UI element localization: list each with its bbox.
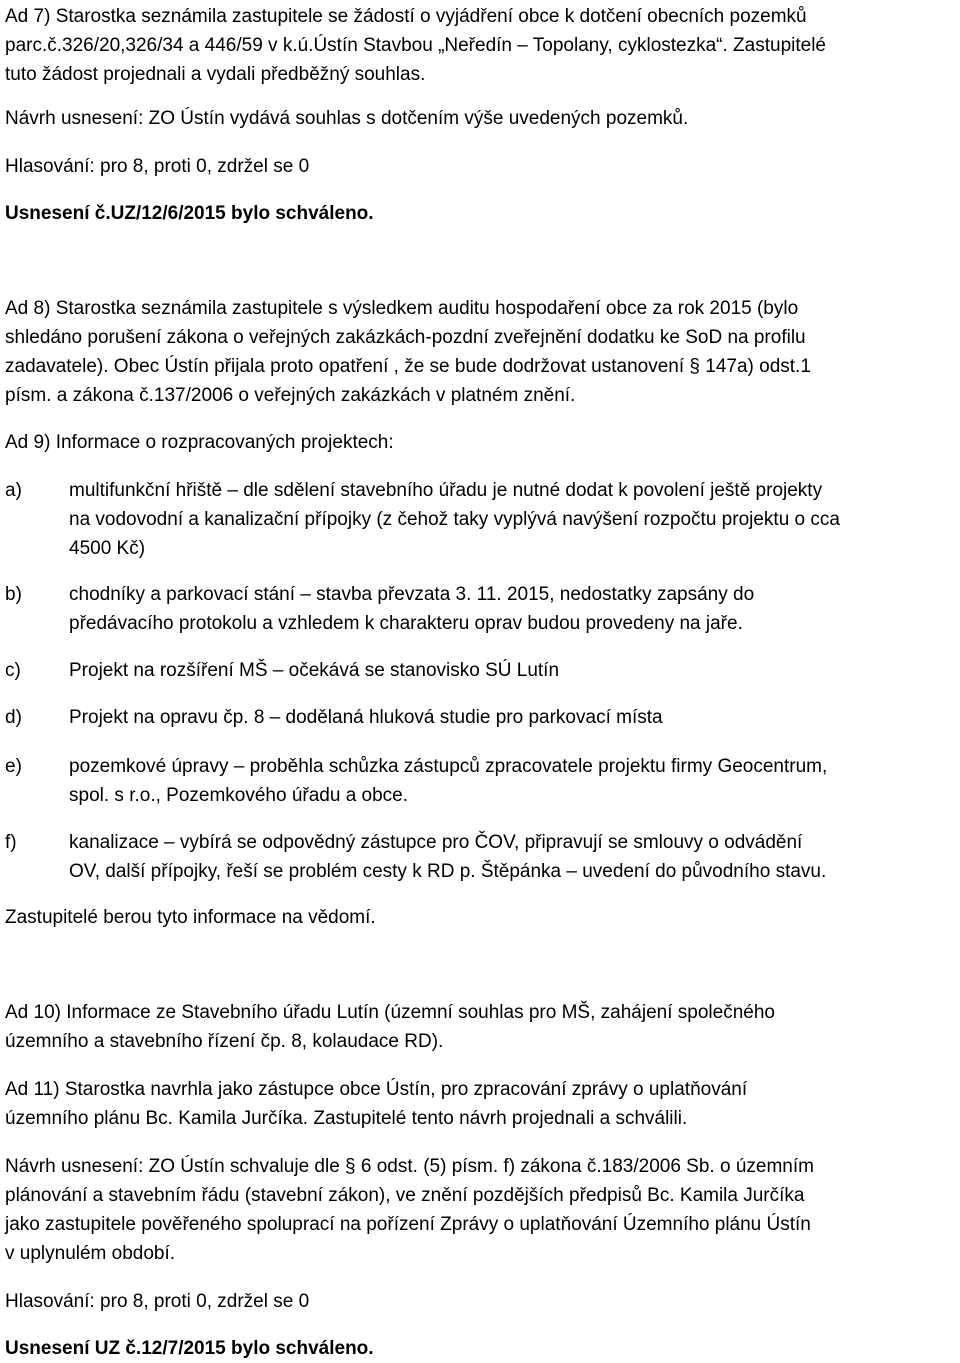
section-10-line-2: územního a stavebního řízení čp. 8, kolaudace RD). xyxy=(5,1031,444,1052)
list-item-text: pozemkové úpravy – proběhla schůzka zástupců zpracovatele projektu firmy Geocentrum, xyxy=(69,756,828,777)
list-item-d xyxy=(5,703,663,732)
section-8-line-4: písm. a zákona č.137/2006 o veřejných zakázkách v platném znění. xyxy=(5,385,576,406)
list-marker: e) xyxy=(5,756,22,777)
list-marker: d) xyxy=(5,707,22,728)
list-item-text: kanalizace – vybírá se odpovědný zástupce pro ČOV, připravují se smlouvy o odvádění xyxy=(69,832,803,853)
list-item-text: OV, další přípojky, řeší se problém cesty k RD p. Štěpánka – uvedení do původního stavu. xyxy=(69,861,827,882)
section-9-note: Zastupitelé berou tyto informace na vědomí. xyxy=(5,907,376,928)
list-item-text: chodníky a parkovací stání – stavba převzata 3. 11. 2015, nedostatky zapsány do xyxy=(69,584,755,605)
section-11 xyxy=(5,1075,747,1133)
list-item-f xyxy=(5,828,826,886)
section-7-resolution: Usnesení č.UZ/12/6/2015 bylo schváleno. xyxy=(5,203,374,224)
section-11-proposal-line-2: plánování a stavebním řádu (stavební zákon), ve znění pozdějších předpisů Bc. Kamila Jurčíka xyxy=(5,1185,805,1206)
list-marker: b) xyxy=(5,584,22,605)
list-item-text: na vodovodní a kanalizační přípojky (z čehož taky vyplývá navýšení rozpočtu projektu o cca xyxy=(69,509,840,530)
section-8-line-3: zadavatele). Obec Ústín přijala proto opatření , že se bude dodržovat ustanovení § 147a) odst.1 xyxy=(5,356,811,377)
section-11-proposal-line-3: jako zastupitele pověřeného spoluprací na pořízení Zprávy o uplatňování Územního plánu Ústín xyxy=(5,1214,811,1235)
section-11-vote: Hlasování: pro 8, proti 0, zdržel se 0 xyxy=(5,1291,310,1312)
list-item-a xyxy=(5,476,840,563)
section-8-line-1: Ad 8) Starostka seznámila zastupitele s výsledkem auditu hospodaření obce za rok 2015 (bylo xyxy=(5,298,799,319)
list-item-text: předávacího protokolu a vzhledem k charakteru oprav budou provedeny na jaře. xyxy=(69,613,743,634)
list-item-text: 4500 Kč) xyxy=(69,538,146,559)
list-item-e xyxy=(5,752,827,810)
list-marker: a) xyxy=(5,480,22,501)
section-7-line-2: parc.č.326/20,326/34 a 446/59 v k.ú.Ústín Stavbou „Neředín – Topolany, cyklostezka“. Zastupitelé xyxy=(5,35,826,56)
section-9-heading: Ad 9) Informace o rozpracovaných projektech: xyxy=(5,432,394,453)
list-marker: f) xyxy=(5,832,17,853)
list-item-text: spol. s r.o., Pozemkového úřadu a obce. xyxy=(69,785,409,806)
list-item-text: Projekt na rozšíření MŠ – očekává se stanovisko SÚ Lutín xyxy=(69,660,560,681)
list-item-b xyxy=(5,580,754,638)
section-7-vote: Hlasování: pro 8, proti 0, zdržel se 0 xyxy=(5,156,310,177)
list-item-c xyxy=(5,656,559,685)
section-8 xyxy=(5,294,811,410)
section-7-line-3: tuto žádost projednali a vydali předběžný souhlas. xyxy=(5,64,426,85)
list-marker: c) xyxy=(5,660,21,681)
section-10-line-1: Ad 10) Informace ze Stavebního úřadu Lutín (územní souhlas pro MŠ, zahájení společného xyxy=(5,1002,775,1023)
list-item-text: multifunkční hřiště – dle sdělení stavebního úřadu je nutné dodat k povolení ještě projekty xyxy=(69,480,823,501)
section-11-proposal xyxy=(5,1152,814,1268)
section-11-proposal-line-4: v uplynulém období. xyxy=(5,1243,176,1264)
section-11-line-1: Ad 11) Starostka navrhla jako zástupce obce Ústín, pro zpracování zprávy o uplatňování xyxy=(5,1079,748,1100)
section-8-line-2: shledáno porušení zákona o veřejných zakázkách-pozdní zveřejnění dodatku ke SoD na profilu xyxy=(5,327,806,348)
section-7-line-1: Ad 7) Starostka seznámila zastupitele se žádostí o vyjádření obce k dotčení obecních pozemků xyxy=(5,6,807,27)
section-11-line-2: územního plánu Bc. Kamila Jurčíka. Zastupitelé tento návrh projednali a schválili. xyxy=(5,1108,688,1129)
section-10 xyxy=(5,998,775,1056)
list-item-text: Projekt na opravu čp. 8 – dodělaná hluková studie pro parkovací místa xyxy=(69,707,663,728)
section-7 xyxy=(5,2,826,89)
section-11-proposal-line-1: Návrh usnesení: ZO Ústín schvaluje dle § 6 odst. (5) písm. f) zákona č.183/2006 Sb. o územním xyxy=(5,1156,814,1177)
section-11-resolution: Usnesení UZ č.12/7/2015 bylo schváleno. xyxy=(5,1338,374,1359)
section-7-proposal: Návrh usnesení: ZO Ústín vydává souhlas s dotčením výše uvedených pozemků. xyxy=(5,108,689,129)
